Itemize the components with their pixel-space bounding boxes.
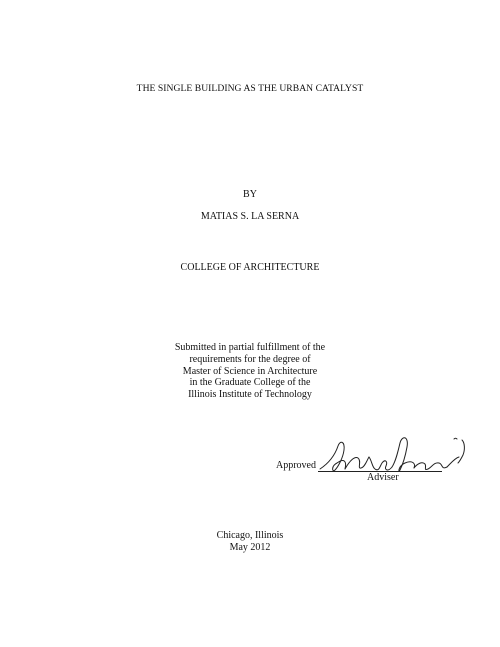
place: Chicago, Illinois [216,530,284,541]
adviser-label: Adviser [367,472,399,483]
degree-statement-line: Illinois Institute of Technology [188,389,312,401]
author-name: MATIAS S. LA SERNA [200,211,300,222]
degree-statement-line: Master of Science in Architecture [182,365,318,377]
by-label: BY [243,189,257,200]
degree-statement [0,342,500,401]
date: May 2012 [229,542,271,553]
degree-statement-line: Submitted in partial fulfillment of the [174,342,326,353]
approved-label: Approved [276,460,316,471]
degree-statement-line: in the Graduate College of the [189,377,311,389]
thesis-title: THE SINGLE BUILDING AS THE URBAN CATALYST [136,83,364,94]
degree-statement-line: requirements for the degree of [189,353,311,365]
college-name: COLLEGE OF ARCHITECTURE [180,262,320,273]
